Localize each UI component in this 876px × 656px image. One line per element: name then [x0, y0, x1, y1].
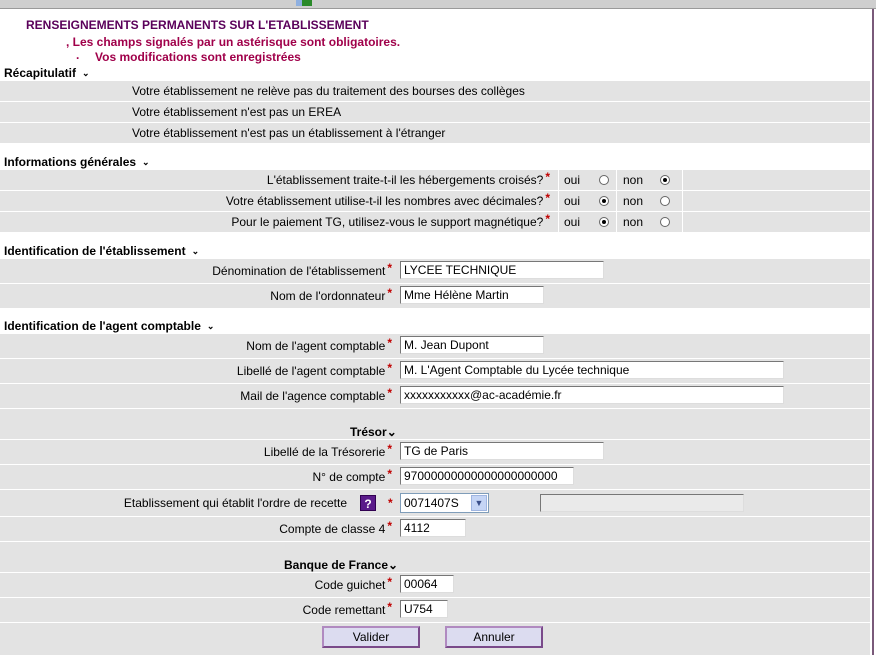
compte-label: N° de compte *	[312, 467, 392, 484]
recap-text: Votre établissement ne relève pas du traitement des bourses des collèges	[132, 84, 525, 98]
agent-mail-label: Mail de l'agence comptable *	[240, 386, 392, 403]
section-banque[interactable]: Banque de France⌄	[284, 558, 399, 572]
field-row	[0, 284, 870, 309]
section-title: Identification de l'établissement	[4, 244, 186, 258]
guichet-label: Code guichet *	[314, 575, 392, 592]
classe4-label: Compte de classe 4 *	[279, 519, 392, 536]
help-icon[interactable]: ?	[360, 495, 376, 511]
radio-hebergements-yes[interactable]	[599, 175, 609, 185]
denomination-input[interactable]: LYCEE TECHNIQUE	[400, 261, 604, 279]
chevron-down-icon[interactable]: ⌄	[191, 246, 200, 257]
guichet-input[interactable]: 00064	[400, 575, 454, 593]
recap-row	[0, 102, 870, 123]
radio-decimales-no[interactable]	[660, 196, 670, 206]
option-no-label: non	[623, 215, 644, 229]
subsection-row	[0, 409, 870, 440]
recap-row	[0, 81, 870, 102]
agent-nom-label: Nom de l'agent comptable *	[246, 336, 392, 353]
section-recap[interactable]	[4, 66, 874, 80]
section-title: Identification de l'agent comptable	[4, 319, 201, 333]
chevron-down-icon[interactable]: ⌄	[142, 157, 150, 168]
question-row-hebergements	[0, 170, 870, 191]
field-row	[0, 359, 870, 384]
option-yes-label: oui	[564, 215, 581, 229]
question-label: L'établissement traite-t-il les hébergements croisés? *	[266, 170, 550, 187]
etab-recette-label: Etablissement qui établit l'ordre de recette	[123, 496, 347, 510]
denomination-label: Dénomination de l'établissement *	[212, 261, 392, 278]
required-mark: *	[388, 496, 393, 510]
section-general[interactable]	[4, 155, 874, 169]
etab-recette-name-field	[540, 494, 744, 512]
radio-magnetique-no[interactable]	[660, 217, 670, 227]
toolbar-icon	[302, 0, 312, 6]
question-row-decimales	[0, 191, 870, 212]
required-note: , Les champs signalés par un astérisque sont obligatoires.	[66, 35, 401, 49]
radio-magnetique-yes[interactable]	[599, 217, 609, 227]
chevron-down-icon[interactable]: ⌄	[388, 558, 399, 572]
etab-recette-select[interactable]	[400, 493, 489, 513]
field-row	[0, 440, 870, 465]
saved-bullet: .	[76, 48, 80, 62]
field-row	[0, 598, 870, 623]
tresorerie-label: Libellé de la Trésorerie *	[263, 442, 392, 459]
etab-recette-selected: 0071407S	[404, 496, 459, 510]
chevron-down-icon[interactable]: ⌄	[82, 68, 90, 79]
radio-hebergements-no[interactable]	[660, 175, 670, 185]
validate-button[interactable]: Valider	[322, 626, 420, 648]
agent-nom-input[interactable]: M. Jean Dupont	[400, 336, 544, 354]
agent-mail-input[interactable]: xxxxxxxxxxx@ac-académie.fr	[400, 386, 784, 404]
field-row	[0, 259, 870, 284]
recap-text: Votre établissement n'est pas un établissement à l'étranger	[132, 126, 446, 140]
remettant-label: Code remettant *	[302, 600, 392, 617]
question-row-support-magnetique	[0, 212, 870, 233]
section-title: Récapitulatif	[4, 66, 77, 80]
ordonnateur-input[interactable]: Mme Hélène Martin	[400, 286, 544, 304]
question-label: Votre établissement utilise-t-il les nombres avec décimales? *	[225, 191, 550, 208]
agent-libelle-input[interactable]: M. L'Agent Comptable du Lycée technique	[400, 361, 784, 379]
cancel-button[interactable]: Annuler	[445, 626, 543, 648]
option-yes-label: oui	[564, 194, 581, 208]
field-row	[0, 517, 870, 542]
tresorerie-input[interactable]: TG de Paris	[400, 442, 604, 460]
field-row	[0, 465, 870, 490]
chevron-down-icon[interactable]: ▼	[471, 495, 487, 511]
chevron-down-icon[interactable]: ⌄	[206, 321, 215, 332]
saved-note: Vos modifications sont enregistrées	[95, 50, 301, 64]
question-label: Pour le paiement TG, utilisez-vous le support magnétique? *	[231, 212, 550, 229]
buttons-row	[0, 623, 870, 656]
option-no-label: non	[623, 194, 644, 208]
section-agent[interactable]	[4, 319, 874, 333]
recap-row	[0, 123, 870, 144]
recap-text: Votre établissement n'est pas un EREA	[132, 105, 342, 119]
section-identification[interactable]	[4, 244, 874, 258]
section-tresor[interactable]: Trésor⌄	[350, 425, 397, 439]
page-title: RENSEIGNEMENTS PERMANENTS SUR L'ETABLISSEMENT	[26, 18, 369, 32]
compte-input[interactable]: 97000000000000000000000	[400, 467, 574, 485]
field-row	[0, 490, 870, 517]
ordonnateur-label: Nom de l'ordonnateur *	[270, 286, 392, 303]
field-row	[0, 384, 870, 409]
browser-toolbar-strip	[0, 0, 876, 9]
agent-libelle-label: Libellé de l'agent comptable *	[236, 361, 392, 378]
remettant-input[interactable]: U754	[400, 600, 448, 618]
radio-decimales-yes[interactable]	[599, 196, 609, 206]
option-yes-label: oui	[564, 173, 581, 187]
chevron-down-icon[interactable]: ⌄	[386, 425, 397, 439]
field-row	[0, 334, 870, 359]
option-no-label: non	[623, 173, 644, 187]
subsection-row	[0, 542, 870, 573]
classe4-input[interactable]: 4112	[400, 519, 466, 537]
section-title: Informations générales	[4, 155, 137, 169]
field-row	[0, 573, 870, 598]
